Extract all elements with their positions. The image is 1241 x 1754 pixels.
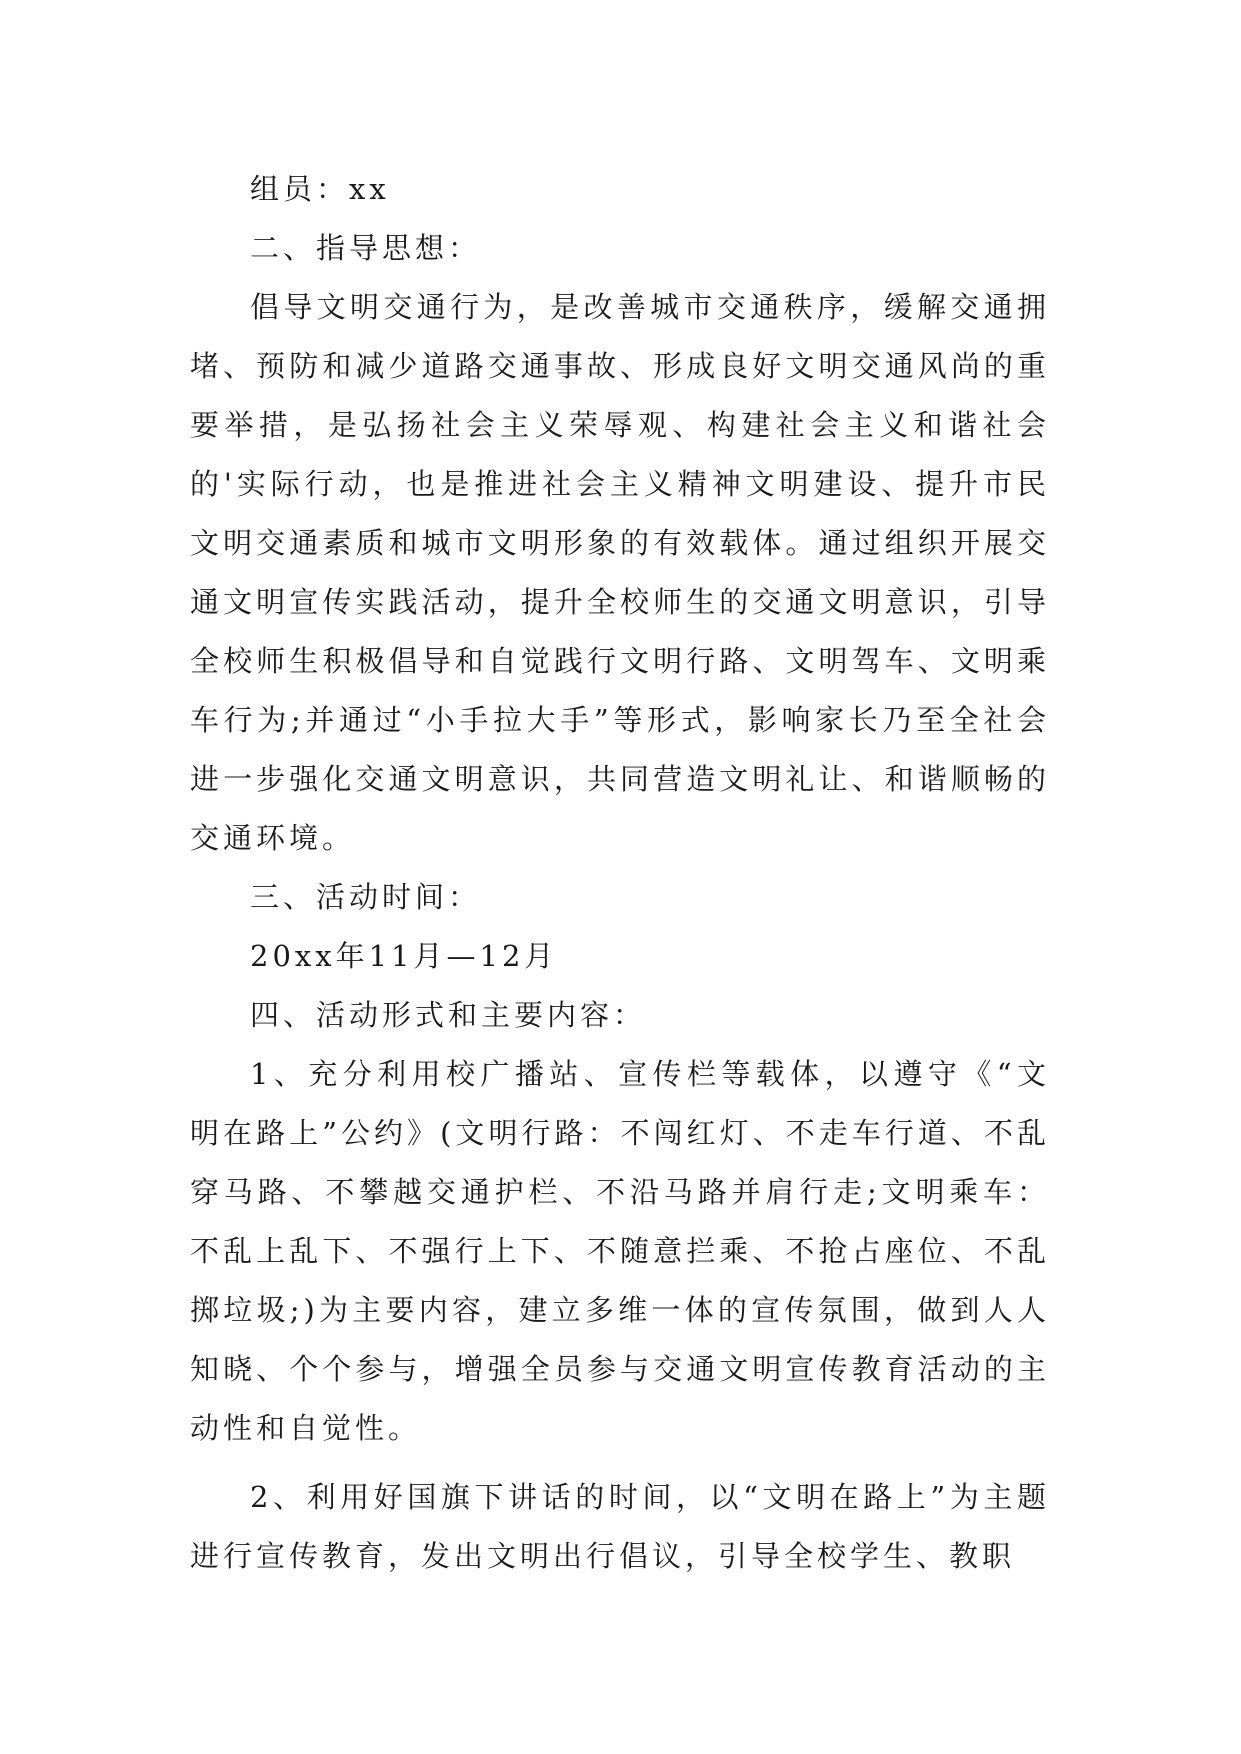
- activity-item-2: 2、利用好国旗下讲话的时间，以“文明在路上”为主题进行宣传教育，发出文明出行倡议，引导全校学生、教职: [190, 1480, 1050, 1573]
- team-member-line: 组员：xx: [250, 172, 390, 206]
- section-heading-guiding-ideology: 二、指导思想：: [250, 231, 482, 265]
- section-heading-activity-time: 三、活动时间：: [250, 880, 482, 914]
- guiding-ideology-paragraph: 倡导文明交通行为，是改善城市交通秩序，缓解交通拥堵、预防和减少道路交通事故、形成良好文明交通风尚的重要举措，是弘扬社会主义荣辱观、构建社会主义和谐社会的'实际行动，也是推进社会主义精神文明建设、提升市民文明交通素质和城市文明形象的有效载体。通过组织开展交通文明宣传实践活动，提升全校师生的交通文明意识，引导全校师生积极倡导和自觉践行文明行路、文明驾车、文明乘车行为;并通过“小手拉大手”等形式，影响家长乃至全社会进一步强化交通文明意识，共同营造文明礼让、和谐顺畅的交通环境。: [190, 290, 1050, 855]
- document-body: [190, 160, 1050, 1586]
- activity-item-1: 1、充分利用校广播站、宣传栏等载体，以遵守《“文明在路上”公约》(文明行路：不闯红灯、不走车行道、不乱穿马路、不攀越交通护栏、不沿马路并肩行走;文明乘车：不乱上乱下、不强行上下、不随意拦乘、不抢占座位、不乱掷垃圾;)为主要内容，建立多维一体的宣传氛围，做到人人知晓、个个参与，增强全员参与交通文明宣传教育活动的主动性和自觉性。: [190, 1057, 1050, 1445]
- activity-time-value: 20xx年11月—12月: [250, 939, 558, 973]
- section-heading-activity-form: 四、活动形式和主要内容：: [250, 998, 647, 1032]
